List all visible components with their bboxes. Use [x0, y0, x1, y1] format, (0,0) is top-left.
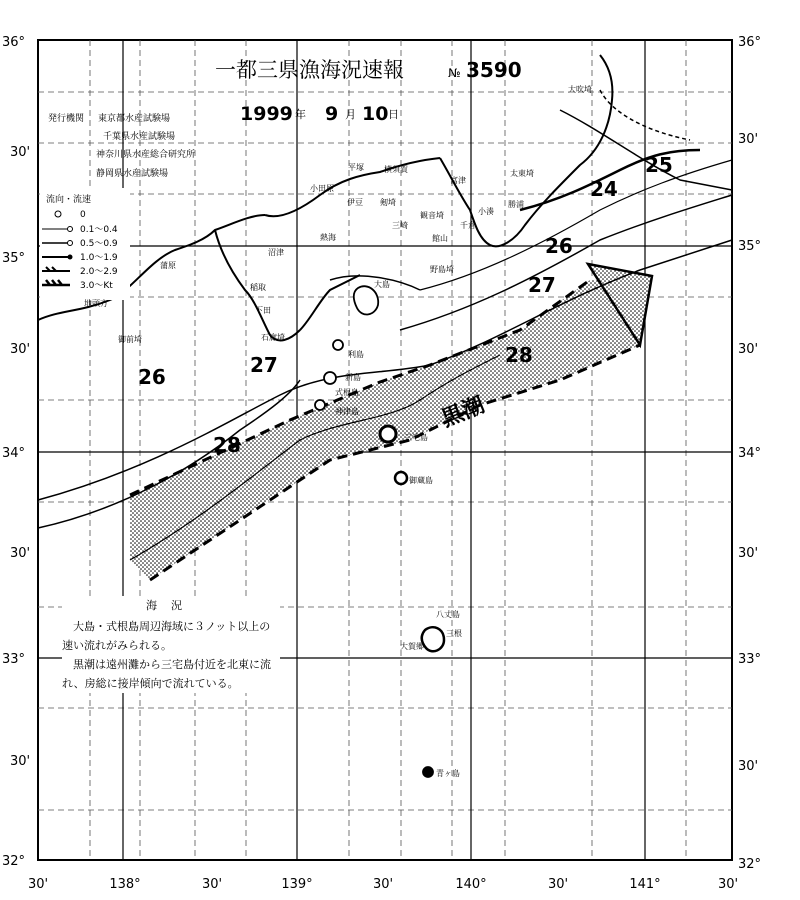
svg-text:剱埼: 剱埼 [380, 198, 396, 207]
isotherm-label-27-east: 27 [528, 273, 556, 297]
svg-text:稲取: 稲取 [250, 283, 266, 292]
svg-text:30': 30' [10, 546, 31, 561]
issue-month-unit: 月 [345, 108, 356, 121]
aogashima-island [423, 767, 433, 777]
niijima-island [324, 372, 336, 384]
svg-text:139°: 139° [281, 877, 313, 892]
graticule-grid [38, 40, 732, 860]
svg-text:太東埼: 太東埼 [510, 169, 534, 178]
svg-text:富津: 富津 [450, 176, 466, 185]
isotherm-label-26-west: 26 [138, 365, 166, 389]
svg-text:三根: 三根 [446, 629, 462, 638]
mikurajima-island [395, 472, 407, 484]
svg-text:34°: 34° [2, 446, 26, 461]
svg-text:0: 0 [80, 210, 86, 220]
svg-text:141°: 141° [629, 877, 661, 892]
svg-text:小湊: 小湊 [478, 207, 494, 216]
svg-text:野島埼: 野島埼 [430, 265, 454, 274]
publisher-tokyo: 東京都水産試験場 [98, 114, 171, 124]
svg-text:式根島: 式根島 [335, 388, 359, 397]
svg-text:35°: 35° [2, 251, 26, 266]
publisher-label: 発行機関 [48, 114, 85, 124]
svg-text:利島: 利島 [348, 350, 364, 359]
svg-text:大賀郷: 大賀郷 [400, 642, 424, 651]
isotherm-label-28-east: 28 [505, 343, 533, 367]
svg-text:三宅島: 三宅島 [404, 433, 428, 442]
svg-text:地頭方: 地頭方 [84, 299, 108, 308]
current-legend [40, 188, 130, 300]
svg-text:大吹埼: 大吹埼 [568, 85, 592, 94]
svg-text:36°: 36° [738, 35, 762, 50]
kozushima-island [315, 400, 325, 410]
issue-month: 9 [325, 103, 339, 125]
toshima-island [333, 340, 343, 350]
issue-prefix: № [448, 66, 461, 80]
svg-text:0.5〜0.9: 0.5〜0.9 [80, 239, 118, 249]
svg-text:小田原: 小田原 [310, 184, 334, 193]
issue-year: 1999 [240, 103, 293, 125]
hachijojima-island [422, 627, 444, 651]
svg-text:平塚: 平塚 [348, 163, 364, 172]
longitude-labels-bottom [28, 877, 738, 892]
svg-text:138°: 138° [109, 877, 141, 892]
publisher-shizuoka: 静岡県水産試験場 [96, 169, 169, 179]
svg-text:3.0〜Kt: 3.0〜Kt [80, 281, 113, 291]
issue-number: 3590 [466, 58, 522, 82]
sea-condition-notice [62, 596, 280, 693]
isotherm-label-24: 24 [590, 177, 618, 201]
svg-text:下田: 下田 [255, 306, 271, 315]
notice-title: 海況 [146, 599, 196, 612]
svg-text:青ヶ島: 青ヶ島 [436, 769, 460, 778]
svg-text:30': 30' [738, 132, 759, 147]
svg-text:三崎: 三崎 [392, 221, 408, 230]
legend-title: 流向・流速 [46, 195, 92, 205]
bulletin-title: 一都三県漁海況速報 [215, 58, 404, 82]
kuroshio-label: 黒潮 [438, 392, 489, 433]
svg-text:34°: 34° [738, 446, 762, 461]
publisher-kanagawa: 神奈川県水産総合研究所 [96, 150, 196, 160]
svg-text:1.0〜1.9: 1.0〜1.9 [80, 253, 118, 263]
svg-text:伊豆: 伊豆 [347, 198, 363, 207]
latitude-labels-right [738, 35, 761, 872]
svg-text:30': 30' [717, 877, 739, 892]
svg-text:御蔵島: 御蔵島 [409, 476, 433, 485]
notice-paragraph-1: 大島・式根島周辺海域に３ノット以上の速い流れがみられる。 [62, 620, 271, 652]
svg-text:33°: 33° [2, 652, 26, 667]
svg-text:神津島: 神津島 [335, 407, 359, 416]
svg-text:大島: 大島 [374, 280, 390, 289]
map-frame [38, 40, 732, 860]
svg-text:新島: 新島 [345, 373, 361, 382]
svg-text:沼津: 沼津 [268, 248, 284, 257]
svg-text:蒲原: 蒲原 [160, 261, 176, 270]
svg-text:33°: 33° [738, 652, 762, 667]
svg-text:30': 30' [27, 877, 49, 892]
svg-text:30': 30' [10, 145, 31, 160]
svg-text:0.1〜0.4: 0.1〜0.4 [80, 225, 118, 235]
svg-text:御前埼: 御前埼 [118, 335, 142, 344]
svg-text:30': 30' [10, 754, 31, 769]
isotherm-label-28-west: 28 [213, 433, 241, 457]
svg-text:館山: 館山 [432, 234, 448, 243]
svg-text:2.0〜2.9: 2.0〜2.9 [80, 267, 118, 277]
islands [315, 286, 444, 777]
svg-text:140°: 140° [455, 877, 487, 892]
svg-text:石廊埼: 石廊埼 [261, 333, 285, 342]
svg-text:35°: 35° [738, 239, 762, 254]
latitude-labels-left [2, 35, 30, 869]
notice-paragraph-2: 黒潮は遠州灘から三宅島付近を北東に流れ、房総に接岸傾向で流れている。 [62, 658, 271, 690]
issue-year-unit: 年 [295, 108, 306, 121]
svg-text:横須賀: 横須賀 [384, 165, 408, 174]
svg-text:観音埼: 観音埼 [420, 211, 444, 220]
oshima-island [354, 286, 378, 314]
publisher-chiba: 千葉県水産試験場 [103, 132, 176, 142]
issue-day: 10 [362, 103, 389, 125]
major-graticule [38, 40, 732, 860]
svg-text:30': 30' [10, 342, 31, 357]
svg-text:30': 30' [201, 877, 223, 892]
svg-text:八丈島: 八丈島 [436, 610, 460, 619]
svg-text:勝浦: 勝浦 [508, 200, 524, 209]
svg-text:30': 30' [738, 759, 759, 774]
issue-day-unit: 日 [388, 108, 399, 121]
svg-text:千倉: 千倉 [460, 221, 476, 230]
miyakejima-island [380, 426, 396, 442]
svg-text:30': 30' [372, 877, 394, 892]
svg-text:32°: 32° [2, 854, 26, 869]
svg-text:30': 30' [738, 342, 759, 357]
isotherm-label-27-west: 27 [250, 353, 278, 377]
svg-text:32°: 32° [738, 857, 762, 872]
svg-text:熱海: 熱海 [320, 233, 336, 242]
svg-text:30': 30' [547, 877, 569, 892]
svg-text:30': 30' [738, 546, 759, 561]
svg-text:36°: 36° [2, 35, 26, 50]
isotherm-label-25: 25 [645, 153, 673, 177]
isotherm-label-26-east: 26 [545, 234, 573, 258]
